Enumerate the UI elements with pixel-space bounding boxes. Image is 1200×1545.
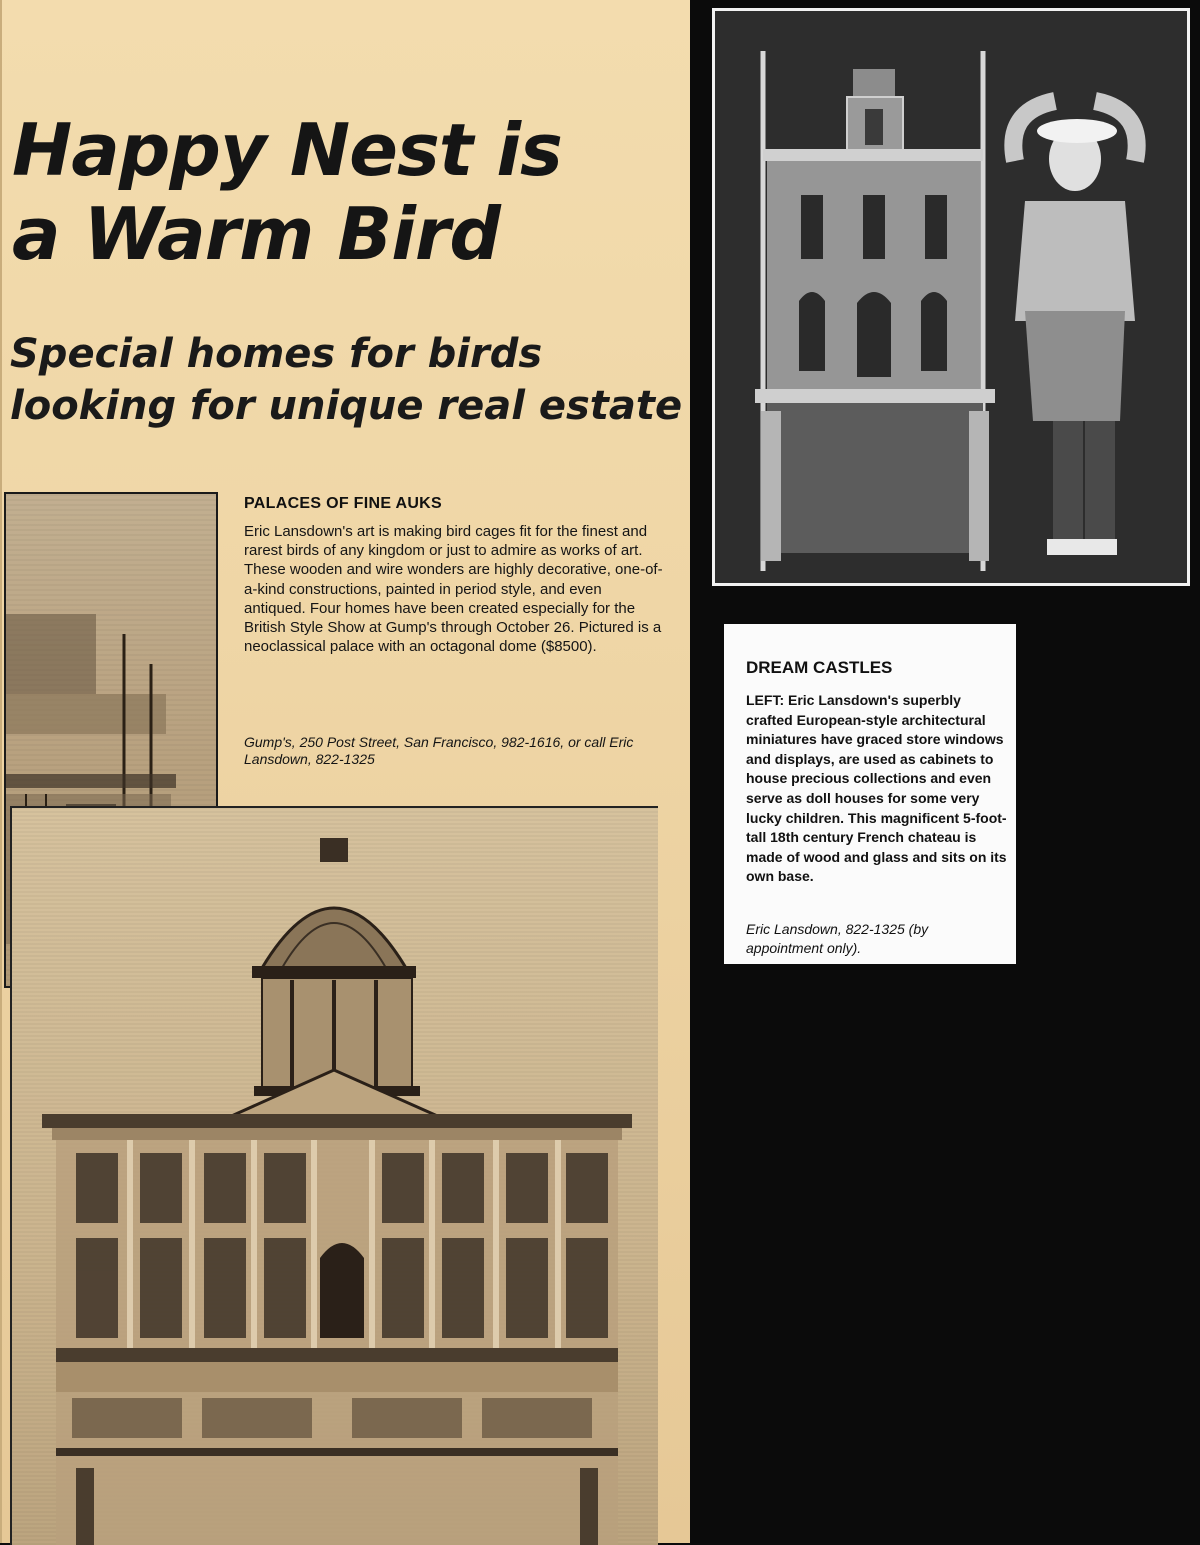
section-title-palaces: PALACES OF FINE AUKS bbox=[244, 495, 443, 512]
headline-line-1: Happy Nest is bbox=[12, 108, 562, 192]
chateau-and-woman-photo bbox=[712, 8, 1190, 586]
deck-line-2: looking for unique real estate bbox=[10, 383, 683, 429]
chateau-illustration bbox=[715, 11, 1187, 583]
section-body-palaces: Eric Lansdown's art is making bird cages fit for the finest and rarest birds of any kingdom or just to admire as works of art. These wooden and wire wonders are highly decorative, one-of-a-kind constructions, painted in period style, and even antiqued. Four homes have been created especially for the British Style Show at Gump's through October 26. Pictured is a neoclassical palace with an octagonal dome ($8500). bbox=[244, 523, 663, 656]
caption-credit: Eric Lansdown, 822-1325 (by appointment only). bbox=[746, 921, 929, 956]
neoclassical-palace-photo bbox=[10, 806, 658, 1545]
deck-line-1: Special homes for birds bbox=[10, 331, 543, 377]
section-credit-palaces: Gump's, 250 Post Street, San Francisco, 982-1616, or call Eric Lansdown, 822-1325 bbox=[244, 734, 634, 767]
headline bbox=[12, 108, 562, 276]
dream-castles-caption bbox=[724, 624, 1016, 964]
headline-line-2: a Warm Bird bbox=[12, 192, 500, 276]
caption-body: LEFT: Eric Lansdown's superbly crafted European-style architectural miniatures have graced store windows and displays, are used as cabinets to house precious collections and even serve as doll houses for some very lucky children. This magnificent 5-foot-tall 18th century French chateau is made of wood and glass and sits on its own base. bbox=[746, 692, 1007, 885]
palace-birdcage-illustration bbox=[12, 808, 658, 1545]
caption-title: DREAM CASTLES bbox=[746, 658, 893, 677]
subheadline bbox=[10, 328, 682, 432]
